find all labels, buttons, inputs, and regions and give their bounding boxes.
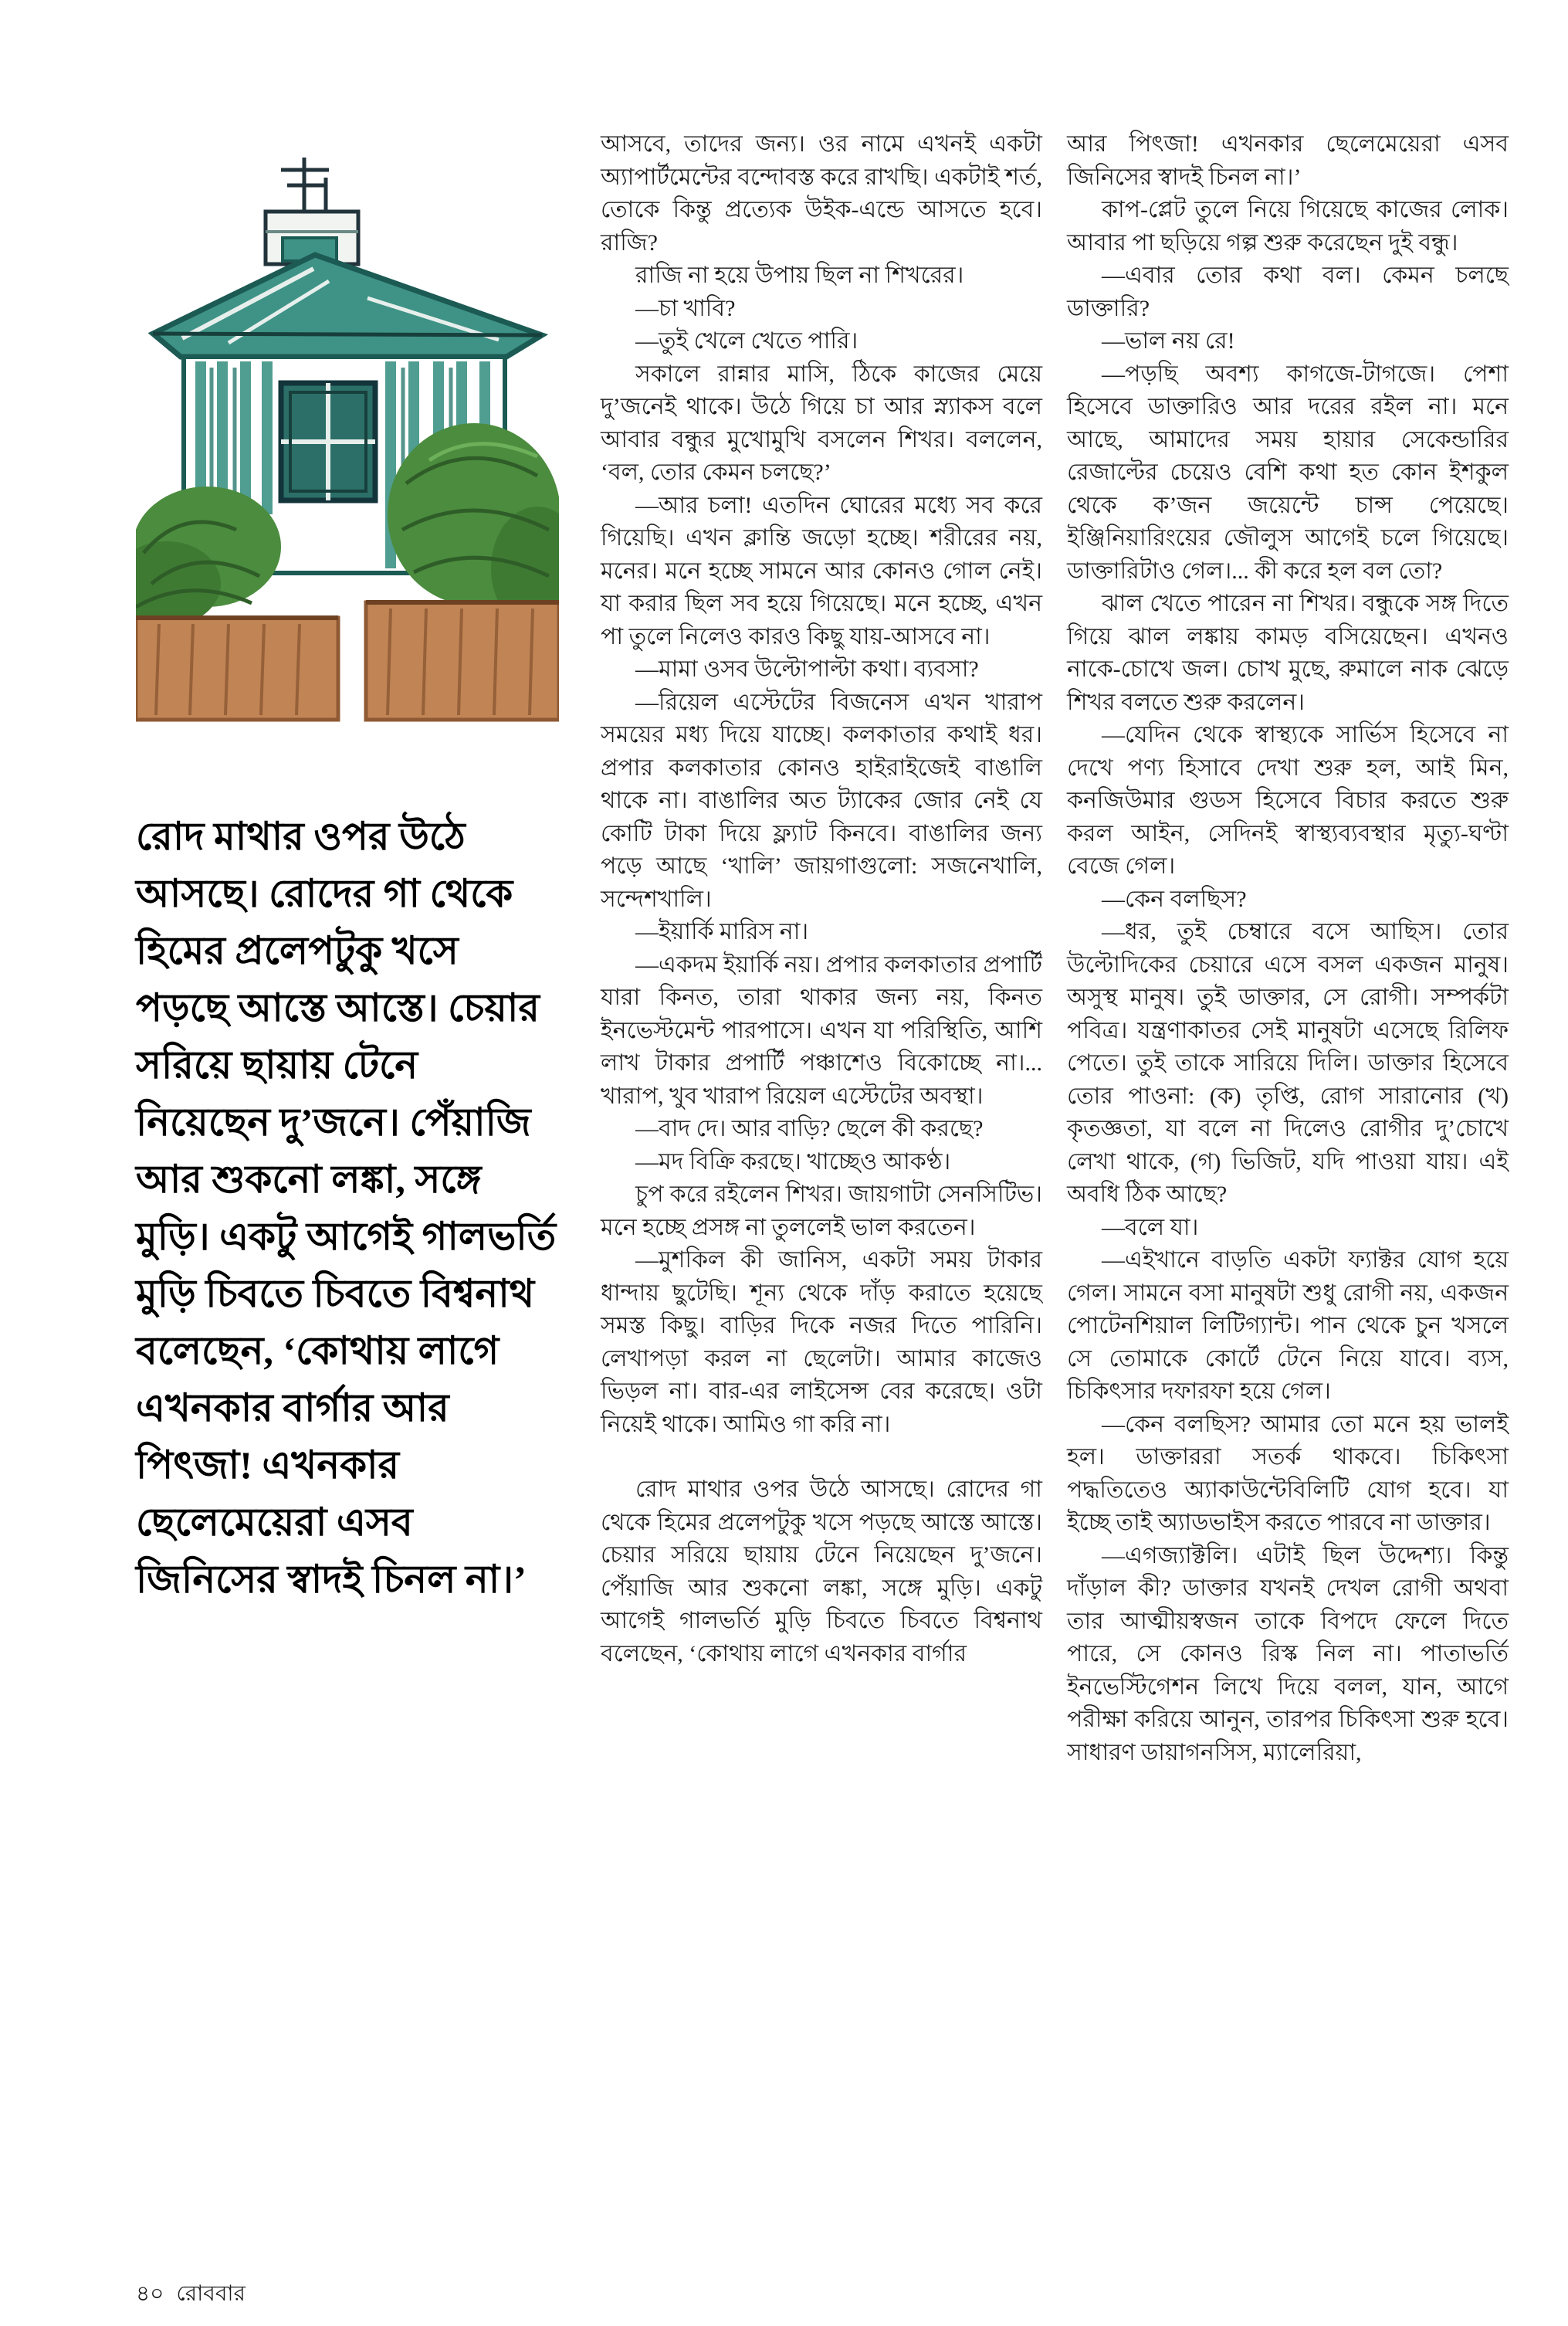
magazine-title: রোববার [176, 2282, 246, 2306]
roof [153, 255, 542, 357]
paragraph: সকালে রান্নার মাসি, ঠিকে কাজের মেয়ে দু’জনেই থাকে। উঠে গিয়ে চা আর স্ন্যাকস বলে আবার বন্ধুর মুখোমুখি বসলেন শিখর। বললেন, ‘বল, তোর কেমন চলছে?’ [601, 361, 1042, 485]
paragraph: —রিয়েল এস্টেটের বিজনেস এখন খারাপ সময়ের মধ্য দিয়ে যাচ্ছে। কলকাতার কথাই ধর। প্রপার কলকাতার কোনও হাইরাইজেই বাঙালি থাকে না। বাঙালির অত ট্যাকের জোর নেই যে কোটি টাকা দিয়ে ফ্ল্যাট কিনবে। বাঙালির জন্য পড়ে আছে ‘খালি’ জায়গাগুলো: সজনেখালি, সন্দেশখালি। [601, 689, 1042, 912]
paragraph: —মদ বিক্রি করছে। খাচ্ছেও আকণ্ঠ। [635, 1148, 951, 1175]
paragraph: ঝাল খেতে পারেন না শিখর। বন্ধুকে সঙ্গ দিতে গিয়ে ঝাল লঙ্কায় কামড় বসিয়েছেন। এখনও নাকে-চোখে জল। চোখ মুছে, রুমালে নাক ঝেড়ে শিখর বলতে শুরু করলেন। [1067, 591, 1509, 715]
paragraph: —একদম ইয়ার্কি নয়। প্রপার কলকাতার প্রপার্টি যারা কিনত, তারা থাকার জন্য নয়, কিনত ইনভেস্টমেন্ট পারপাসে। এখন যা পরিস্থিতি, আশি লাখ টাকার প্রপার্টি পঞ্চাশেও বিকোচ্ছে না।... খারাপ, খুব খারাপ রিয়েল এস্টেটের অবস্থা। [601, 951, 1042, 1109]
paragraph: —মামা ওসব উল্টোপাল্টা কথা। ব্যবসা? [635, 656, 979, 682]
paragraph: —ইয়ার্কি মারিস না। [635, 919, 809, 944]
paragraph: —ভাল নয় রে! [1102, 328, 1235, 354]
paragraph: আসবে, তাদের জন্য। ওর নামে এখনই একটা অ্যাপার্টমেন্টের বন্দোবস্ত করে রাখছি। একটাই শর্ত, তোকে কিন্তু প্রত্যেক উইক-এন্ডে আসতে হবে। রাজি? [601, 131, 1042, 256]
paragraph: —পড়ছি অবশ্য কাগজে-টাগজে। পেশা হিসেবে ডাক্তারিও আর দরের রইল না। মনে আছে, আমাদের সময় হায়ার সেকেন্ডারির রেজাল্টের চেয়েও বেশি কথা হত কোন ইশকুল থেকে ক’জন জয়েন্টে চান্স পেয়েছে। ইঞ্জিনিয়ারিংয়ের জৌলুস আগেই চলে গিয়েছে। ডাক্তারিটাও গেল।... কী করে হল বল তো? [1067, 361, 1509, 584]
page-number: ৪০ [136, 2282, 164, 2306]
paragraph: —এগজ্যাক্টলি। এটাই ছিল উদ্দেশ্য। কিন্তু দাঁড়াল কী? ডাক্তার যখনই দেখল রোগী অথবা তার আত্মীয়স্বজন তাকে বিপদে ফেলে দিতে পারে, সে কোনও রিস্ক নিল না। পাতাভর্তি ইনভেস্টিগেশন লিখে দিয়ে বলল, যান, আগে পরীক্ষা করিয়ে আনুন, তারপর চিকিৎসা শুরু হবে। সাধারণ ডায়াগনসিস, ম্যালেরিয়া, [1067, 1542, 1509, 1765]
paragraph: কাপ-প্লেট তুলে নিয়ে গিয়েছে কাজের লোক। আবার পা ছড়িয়ে গল্প শুরু করেছেন দুই বন্ধু। [1067, 197, 1509, 256]
paragraph: —তুই খেলে খেতে পারি। [635, 328, 859, 354]
paragraph: —কেন বলছিস? আমার তো মনে হয় ভালই হল। ডাক্তাররা সতর্ক থাকবে। চিকিৎসা পদ্ধতিতেও অ্যাকাউন্টেবিলিটি যোগ হবে। যা ইচ্ছে তাই অ্যাডভাইস করতে পারবে না ডাক্তার। [1067, 1411, 1509, 1535]
paragraph: —যেদিন থেকে স্বাস্থ্যকে সার্ভিস হিসেবে না দেখে পণ্য হিসাবে দেখা শুরু হল, আই মিন, কনজিউমার গুডস হিসেবে বিচার করতে শুরু করল আইন, সেদিনই স্বাস্থ্যব্যবস্থার মৃত্যু-ঘণ্টা বেজে গেল। [1067, 722, 1509, 879]
paragraph: —আর চলা! এতদিন ঘোরের মধ্যে সব করে গিয়েছি। এখন ক্লান্তি জড়ো হচ্ছে। শরীরের নয়, মনের। মনে হচ্ছে সামনে আর কোনও গোল নেই। যা করার ছিল সব হয়ে গিয়েছে। মনে হচ্ছে, এখন পা তুলে নিলেও কারও কিছু যায়-আসবে না। [601, 492, 1042, 649]
house-illustration [136, 151, 559, 748]
pull-quote: রোদ মাথার ওপর উঠে আসছে। রোদের গা থেকে হিমের প্রলেপটুকু খসে পড়ছে আস্তে আস্তে। চেয়ার সরিয়ে ছায়ায় টেনে নিয়েছেন দু’জনে। পেঁয়াজি আর শুকনো লঙ্কা, সঙ্গে মুড়ি। একটু আগেই গালভর্তি মুড়ি চিবতে চিবতে বিশ্বনাথ বলেছেন, ‘কোথায় লাগে এখনকার বার্গার আর পিৎজা! এখনকার ছেলেমেয়েরা এসব জিনিসের স্বাদই চিনল না।’ [136, 815, 557, 1601]
left-column-area [136, 151, 559, 1608]
paragraph: —এবার তোর কথা বল। কেমন চলছে ডাক্তারি? [1067, 263, 1509, 321]
paragraph: —বলে যা। [1102, 1214, 1199, 1240]
paragraph: —চা খাবি? [635, 295, 736, 321]
paragraph: আর পিৎজা! এখনকার ছেলেমেয়েরা এসব জিনিসের স্বাদই চিনল না।’ [1067, 131, 1509, 190]
paragraph: রাজি না হয়ে উপায় ছিল না শিখরের। [635, 263, 964, 288]
text-column-middle [601, 128, 1042, 1670]
house-illustration-svg [136, 151, 559, 748]
paragraph: চুপ করে রইলেন শিখর। জায়গাটা সেনসিটিভ। মনে হচ্ছে প্রসঙ্গ না তুললেই ভাল করতেন। [601, 1182, 1042, 1240]
paragraph: —মুশকিল কী জানিস, একটা সময় টাকার ধান্দায় ছুটেছি। শূন্য থেকে দাঁড় করাতে হয়েছে সমস্ত কিছু। বাড়ির দিকে নজর দিতে পারিনি। লেখাপড়া করল না ছেলেটা। আমার কাজেও ভিড়ল না। বার-এর লাইসেন্স বের করেছে। ওটা নিয়েই থাকে। আমিও গা করি না। [601, 1247, 1042, 1437]
paragraph: রোদ মাথার ওপর উঠে আসছে। রোদের গা থেকে হিমের প্রলেপটুকু খসে পড়ছে আস্তে আস্তে। চেয়ার সরিয়ে ছায়ায় টেনে নিয়েছেন দু’জনে। পেঁয়াজি আর শুকনো লঙ্কা, সঙ্গে মুড়ি। একটু আগেই গালভর্তি মুড়ি চিবতে চিবতে বিশ্বনাথ বলেছেন, ‘কোথায় লাগে এখনকার বার্গার [601, 1477, 1042, 1667]
foliage-left [136, 487, 281, 626]
paragraph: —ধর, তুই চেম্বারে বসে আছিস। তোর উল্টোদিকের চেয়ারে এসে বসল একজন মানুষ। অসুস্থ মানুষ। তুই ডাক্তার, সে রোগী। সম্পর্কটা পবিত্র। যন্ত্রণাকাতর সেই মানুষটা এসেছে রিলিফ পেতে। তুই তাকে সারিয়ে দিলি। ডাক্তার হিসেবে তোর পাওনা: (ক) তৃপ্তি, রোগ সারানোর (খ) কৃতজ্ঞতা, যা বলে না দিলেও রোগীর দু’চোখে লেখা থাকে, (গ) ভিজিট, যদি পাওয়া যায়। এই অবধি ঠিক আছে? [1067, 919, 1509, 1207]
brown-wall [136, 602, 559, 720]
paragraph: —বাদ দে। আর বাড়ি? ছেলে কী করছে? [635, 1116, 984, 1141]
paragraph: —এইখানে বাড়তি একটা ফ্যাক্টর যোগ হয়ে গেল। সামনে বসা মানুষটা শুধু রোগী নয়, একজন পোটেনশিয়াল লিটিগ্যান্ট। পান থেকে চুন খসলে সে তোমাকে কোর্টে টেনে নিয়ে যাবে। ব্যস, চিকিৎসার দফারফা হয়ে গেল। [1067, 1247, 1509, 1404]
paragraph: —কেন বলছিস? [1102, 886, 1247, 912]
window [281, 383, 375, 500]
foliage-right [388, 423, 559, 630]
text-column-right [1067, 128, 1509, 1769]
page-footer [136, 2277, 246, 2313]
